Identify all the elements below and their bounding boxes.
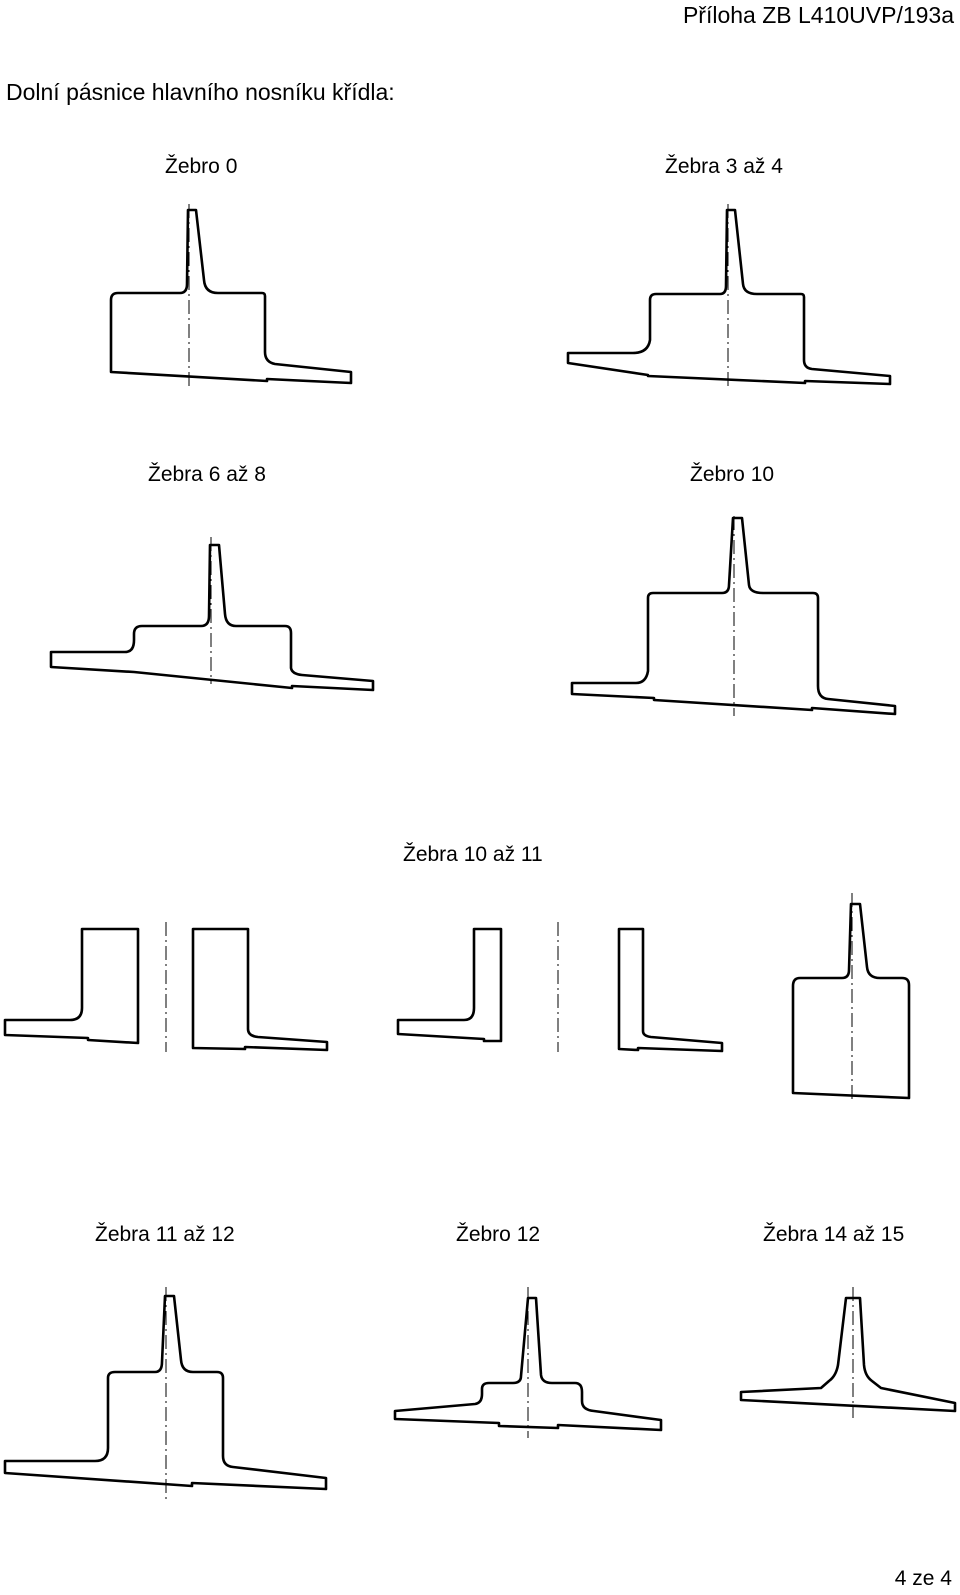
profile-zebra-14-15: [741, 1287, 955, 1418]
profile-zebra-10-11-left-pair: [5, 922, 327, 1052]
section-label-zebro-10: Žebro 10: [690, 463, 775, 486]
profile-zebro-0: [111, 204, 351, 388]
profile-zebra-6-8: [51, 537, 373, 690]
section-label-zebro-0: Žebro 0: [165, 155, 238, 178]
profile-zebra-10-11-middle-pair: [398, 922, 722, 1052]
document-title: Dolní pásnice hlavního nosníku křídla:: [6, 79, 395, 105]
profile-zebra-10-11-right-single: [793, 893, 909, 1103]
section-label-zebra-14-15: Žebra 14 až 15: [763, 1223, 905, 1246]
section-label-zebra-10-11: Žebra 10 až 11: [403, 843, 543, 866]
profile-zebra-11-12: [5, 1287, 326, 1500]
section-label-zebro-12: Žebro 12: [456, 1223, 541, 1246]
section-label-zebra-3-4: Žebra 3 až 4: [665, 155, 783, 178]
section-label-zebra-11-12: Žebra 11 až 12: [95, 1223, 235, 1246]
document-header: Příloha ZB L410UVP/193a: [682, 2, 954, 28]
profile-zebro-12: [395, 1287, 661, 1438]
profile-zebro-10: [572, 516, 895, 716]
section-label-zebra-6-8: Žebra 6 až 8: [148, 463, 266, 486]
page-number: 4 ze 4: [894, 1567, 952, 1590]
profile-zebra-3-4: [568, 204, 890, 388]
